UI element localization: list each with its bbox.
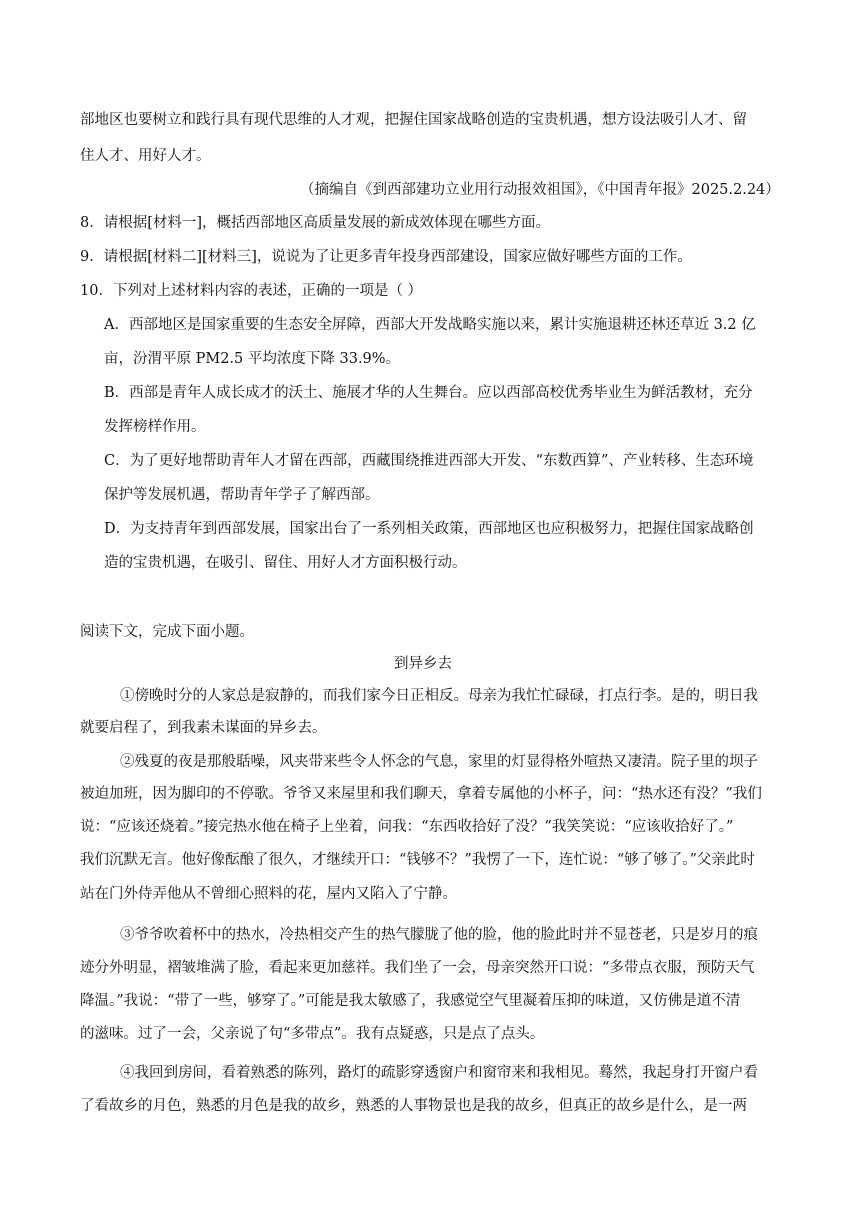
option-a-line: A．西部地区是国家重要的生态安全屏障，西部大开发战略实施以来，累计实施退耕还林还草近 3.2 亿 [104, 317, 756, 333]
question-8: 8．请根据[材料一]，概括西部地区高质量发展的新成效体现在哪些方面。 [80, 215, 551, 231]
option-b-line: 发挥榜样作用。 [104, 419, 206, 435]
paragraph-line: ④我回到房间，看着熟悉的陈列，路灯的疏影穿透窗户和窗帘来和我相见。蓦然，我起身打开窗户看 [120, 1065, 758, 1081]
question-10: 10．下列对上述材料内容的表述，正确的一项是（ ） [80, 283, 423, 299]
paragraph-line: 被迫加班，因为脚印的不停歌。爷爷又来屋里和我们聊天，拿着专属他的小杯子，问：“热水还有没？”我们 [80, 786, 762, 802]
reading-title: 到异乡去 [394, 656, 452, 672]
paragraph-line: 就要启程了，到我素未谋面的异乡去。 [80, 720, 327, 736]
question-9: 9．请根据[材料二][材料三]，说说为了让更多青年投身西部建设，国家应做好哪些方面的工作。 [80, 249, 692, 265]
option-d-line: D．为支持青年到西部发展，国家出台了一系列相关政策，西部地区也应积极努力，把握住国家战略创 [104, 521, 754, 537]
paragraph-line: 降温。”我说：“带了一些，够穿了。”可能是我太敏感了，我感觉空气里凝着压抑的味道，又仿佛是道不清 [80, 993, 741, 1009]
paragraph-line: 了看故乡的月色，熟悉的月色是我的故乡，熟悉的人事物景也是我的故乡，但真正的故乡是什么，是一两 [80, 1098, 747, 1114]
material-text-line: 住人才、用好人才。 [80, 148, 211, 164]
paragraph-line: ②残夏的夜是那般聒噪，风夹带来些令人怀念的气息，家里的灯显得格外喧热又凄清。院子里的坝子 [120, 754, 758, 770]
paragraph-line: 站在门外侍弄他从不曾细心照料的花，屋内又陷入了宁静。 [80, 886, 457, 902]
option-a-line: 亩，汾渭平原 PM2.5 平均浓度下降 33.9%。 [104, 351, 401, 367]
material-text-line: 部地区也要树立和践行具有现代思维的人才观，把握住国家战略创造的宝贵机遇，想方设法吸引人才、留 [80, 112, 747, 128]
paragraph-line: ①傍晚时分的人家总是寂静的，而我们家今日正相反。母亲为我忙忙碌碌，打点行李。是的，明日我 [120, 688, 758, 704]
material-source: （摘编自《到西部建功立业用行动报效祖国》，《中国青年报》2025.2.24） [300, 182, 780, 198]
paragraph-line: 说：“应该还烧着。”接完热水他在椅子上坐着，问我：“东西收拾好了没？”我笑笑说：“应该收拾好了。” [80, 819, 734, 835]
paragraph-line: 迹分外明显，褶皱堆满了脸，看起来更加慈祥。我们坐了一会，母亲突然开口说：“多带点衣服，预防天气 [80, 960, 755, 976]
paragraph-line: 我们沉默无言。他好像酝酿了很久，才继续开口：“钱够不？”我愣了一下，连忙说：“够了够了。”父亲此时 [80, 852, 755, 868]
option-c-line: 保护等发展机遇，帮助青年学子了解西部。 [104, 487, 380, 503]
reading-instruction: 阅读下文，完成下面小题。 [80, 624, 254, 640]
paragraph-line: 的滋味。过了一会，父亲说了句“多带点”。我有点疑惑，只是点了点头。 [80, 1026, 545, 1042]
paragraph-line: ③爷爷吹着杯中的热水，冷热相交产生的热气朦胧了他的脸，他的脸此时并不显苍老，只是岁月的痕 [120, 927, 758, 943]
option-b-line: B．西部是青年人成长成才的沃土、施展才华的人生舞台。应以西部高校优秀毕业生为鲜活教材，充分 [104, 385, 753, 401]
option-c-line: C．为了更好地帮助青年人才留在西部，西藏围绕推进西部大开发、“东数西算”、产业转移、生态环境 [104, 453, 754, 469]
option-d-line: 造的宝贵机遇，在吸引、留住、用好人才方面积极行动。 [104, 555, 467, 571]
